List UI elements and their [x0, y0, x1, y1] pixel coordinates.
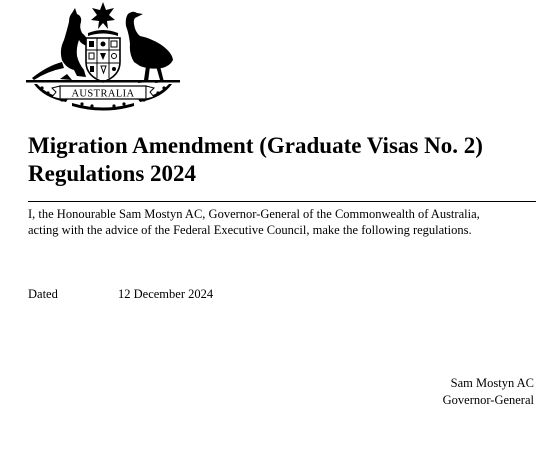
enacting-line-2: acting with the advice of the Federal Executive Council, make the following regulations. [28, 223, 472, 237]
dated-value: 12 December 2024 [118, 287, 214, 301]
title-divider [28, 201, 536, 202]
signatory-name: Sam Mostyn AC [450, 376, 534, 390]
enacting-line-1: I, the Honourable Sam Mostyn AC, Governor-General of the Commonwealth of Australia, [28, 207, 480, 221]
title-line-1: Migration Amendment (Graduate Visas No. 2) [28, 133, 483, 158]
title-line-2: Regulations 2024 [28, 161, 197, 186]
shield-icon [86, 38, 120, 82]
signature-block [443, 375, 534, 409]
australia-banner [52, 86, 154, 100]
commonwealth-star-icon [91, 2, 115, 29]
dated-label: Dated [28, 287, 58, 301]
coat-of-arms-logo [22, 0, 184, 116]
enacting-statement [28, 206, 548, 238]
signatory-title: Governor-General [442, 393, 534, 407]
document-title [28, 132, 548, 188]
banner-text: AUSTRALIA [71, 88, 135, 100]
kangaroo-icon [32, 8, 88, 80]
emu-icon [126, 12, 173, 83]
